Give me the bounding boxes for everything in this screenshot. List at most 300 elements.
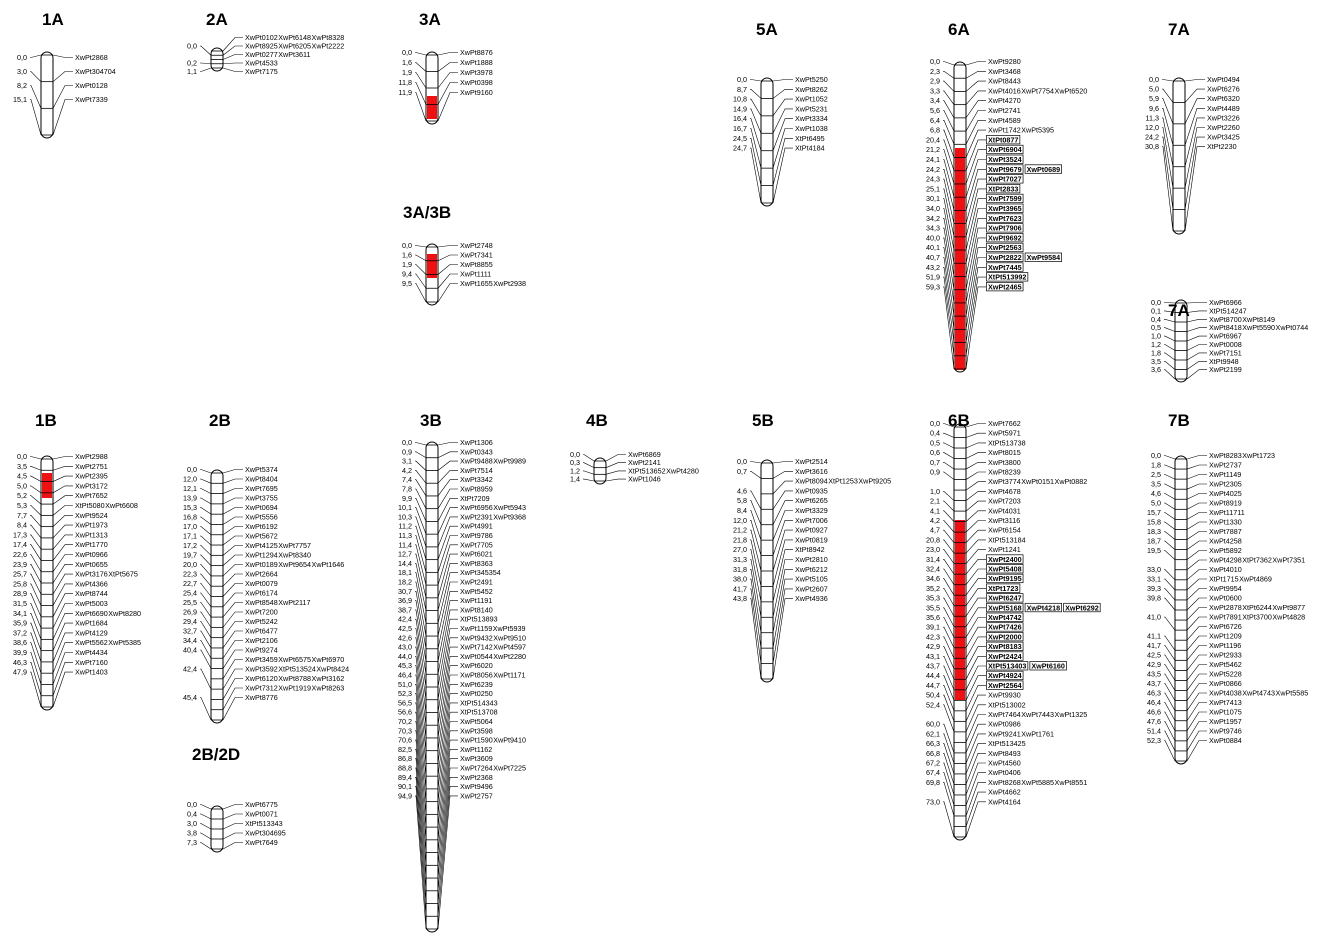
- chromosome-3a: [399, 10, 493, 124]
- position-connector: [750, 462, 761, 464]
- marker-position: 28,9: [13, 589, 27, 599]
- position-connector: [750, 589, 761, 664]
- marker-name: XwPt9205: [858, 476, 892, 486]
- marker-position: 4,1: [930, 506, 940, 516]
- marker-position: 18,3: [1147, 527, 1161, 536]
- marker-position: 39,3: [1147, 584, 1161, 593]
- marker-connector: [966, 120, 986, 144]
- marker-position: 5,0: [1149, 84, 1159, 94]
- marker-name: XwPt1171: [493, 670, 526, 680]
- marker-name: XwPt345354: [460, 568, 501, 578]
- marker-position: 66,3: [926, 739, 940, 749]
- marker-connector: [1187, 646, 1207, 661]
- marker-name: XwPt6020: [460, 661, 493, 671]
- marker-name: XwPt5971: [988, 428, 1021, 438]
- marker-position: 52,3: [1147, 736, 1161, 745]
- marker-position: 1,9: [402, 68, 412, 77]
- marker: [926, 797, 1021, 837]
- marker: [17, 53, 108, 62]
- marker-name: XwPt2424: [988, 651, 1022, 661]
- marker-connector: [53, 476, 73, 481]
- marker-position: 0,7: [930, 457, 940, 467]
- marker-connector: [223, 833, 243, 839]
- position-connector: [200, 63, 211, 64]
- marker-connector: [1187, 319, 1207, 322]
- chromosome-bar: [761, 78, 773, 206]
- marker-position: 34,2: [926, 213, 940, 223]
- marker-connector: [223, 612, 243, 627]
- marker-connector: [966, 453, 986, 459]
- marker-connector: [966, 433, 986, 437]
- marker-name: XwPt1162: [460, 744, 493, 754]
- marker-position: 19,5: [1147, 546, 1161, 555]
- marker-position: 24,1: [926, 155, 940, 164]
- marker-name: XwPt2368: [460, 772, 493, 782]
- marker-position: 0,1: [1151, 306, 1161, 316]
- marker-connector: [773, 589, 793, 664]
- marker-name: XwPt304704: [75, 67, 116, 76]
- marker: [187, 819, 283, 829]
- position-connector: [415, 480, 426, 496]
- position-connector: [943, 443, 954, 448]
- chromosome-7b: [1147, 411, 1308, 764]
- marker-connector: [773, 89, 793, 98]
- marker-name: XwPt1761: [1021, 729, 1055, 739]
- position-connector: [943, 802, 954, 837]
- marker-position: 24,5: [733, 133, 747, 143]
- marker-name: XwPt6477: [245, 626, 278, 636]
- marker-name: XwPt6021: [460, 549, 493, 559]
- marker-name: XwPt7599: [988, 194, 1022, 204]
- chromosome-title: 7A: [1168, 301, 1190, 320]
- position-connector: [943, 540, 954, 553]
- marker-name: XwPt9786: [460, 531, 493, 540]
- marker-name: XwPt6726: [1209, 622, 1242, 631]
- marker: [737, 75, 828, 84]
- marker-connector: [1187, 570, 1207, 580]
- marker-name: XwPt5385: [108, 638, 142, 648]
- marker-name: XwPt6292: [1065, 603, 1099, 613]
- marker-connector: [223, 38, 243, 52]
- marker-connector: [773, 530, 793, 571]
- position-connector: [200, 593, 211, 607]
- marker-position: 8,4: [737, 506, 747, 515]
- marker-position: 42,4: [398, 614, 412, 624]
- marker-name: XwPt8280: [108, 608, 142, 618]
- marker: [1149, 75, 1240, 84]
- marker-connector: [223, 698, 243, 721]
- marker-position: 42,4: [183, 664, 197, 674]
- marker-position: 0,9: [402, 447, 412, 457]
- marker-name: XwPt4010: [1209, 565, 1242, 574]
- marker-name: XwPt2395: [75, 471, 108, 481]
- marker-name: XwPt2741: [988, 106, 1021, 115]
- position-connector: [30, 55, 41, 58]
- position-connector: [943, 588, 954, 605]
- position-connector: [1164, 503, 1175, 509]
- marker-connector: [1185, 89, 1205, 102]
- chromosome-title: 2B/2D: [192, 745, 241, 764]
- position-connector: [30, 633, 41, 662]
- marker-name: XwPt3162: [311, 674, 345, 683]
- marker-position: 51,9: [926, 272, 940, 282]
- position-connector: [750, 520, 761, 555]
- marker-position: 42,9: [1147, 660, 1161, 669]
- position-connector: [1164, 353, 1175, 360]
- marker-name: XwPt0277: [245, 50, 278, 59]
- marker-name: XwPt6212: [795, 564, 828, 574]
- marker-name: XwPt7027: [988, 174, 1022, 184]
- marker-name: XwPt9930: [988, 690, 1021, 700]
- marker-position: 31,8: [733, 564, 747, 574]
- position-connector: [200, 833, 211, 839]
- marker-connector: [966, 685, 986, 710]
- marker-connector: [223, 508, 243, 515]
- marker-position: 0,0: [402, 48, 412, 57]
- position-connector: [1164, 494, 1175, 500]
- position-connector: [750, 99, 761, 116]
- marker-name: XwPt304695: [245, 828, 286, 838]
- marker-name: XwPt9368: [493, 512, 527, 522]
- marker-name: XtPt513738: [988, 438, 1026, 448]
- marker-name: XwPt9692: [988, 233, 1022, 243]
- marker-name: XwPt5395: [1021, 125, 1055, 135]
- marker-position: 52,3: [398, 689, 412, 699]
- marker-name: XwPt0986: [988, 719, 1021, 729]
- marker-position: 42,6: [398, 633, 412, 643]
- marker-name: XwPt5885: [1021, 777, 1055, 787]
- marker-name: XwPt9496: [460, 782, 493, 792]
- marker-name: XwPt9432: [460, 633, 493, 643]
- marker-connector: [223, 843, 243, 850]
- marker-position: 39,1: [926, 622, 940, 632]
- marker-name: XwPt3425: [1207, 132, 1240, 142]
- chromosome-6b: [926, 411, 1100, 840]
- position-connector: [1164, 665, 1175, 681]
- marker-name: XwPt8283: [1209, 451, 1242, 460]
- qtl-region: [427, 96, 437, 119]
- marker-position: 10,1: [398, 503, 412, 513]
- marker-position: 38,0: [733, 574, 747, 584]
- position-connector: [943, 453, 954, 459]
- marker-position: 11,9: [398, 88, 412, 97]
- marker-position: 0,4: [187, 809, 197, 819]
- marker-position: 1,2: [1151, 340, 1161, 349]
- marker-name: XwPt4366: [75, 579, 108, 589]
- marker-connector: [1187, 475, 1207, 480]
- marker: [187, 465, 278, 474]
- position-connector: [1164, 551, 1175, 560]
- marker-connector: [53, 604, 73, 629]
- marker-name: XwPt8744: [75, 589, 108, 599]
- marker-name: XwPt6690: [75, 608, 108, 618]
- marker-name: XwPt0966: [75, 550, 108, 559]
- chromosome-7a-2: [1151, 298, 1308, 382]
- position-connector: [1164, 722, 1175, 741]
- marker-connector: [53, 584, 73, 606]
- position-connector: [30, 72, 41, 82]
- marker-name: XwPt4125: [245, 541, 278, 550]
- marker-connector: [438, 508, 458, 535]
- position-connector: [1164, 345, 1175, 351]
- marker-connector: [966, 248, 986, 316]
- marker-name: XwPt4298: [1209, 555, 1242, 565]
- marker-position: 3,6: [1151, 365, 1161, 375]
- marker-position: 10,8: [733, 94, 747, 104]
- marker-name: XwPt0655: [75, 559, 108, 569]
- marker-name: XwPt7151: [1209, 348, 1242, 358]
- marker-name: XwPt0398: [460, 78, 493, 87]
- marker-name: XwPt5105: [795, 574, 828, 584]
- marker-name: XwPt7413: [1209, 698, 1242, 707]
- marker-connector: [1187, 465, 1207, 469]
- marker-name: XwPt7514: [460, 465, 493, 475]
- position-connector: [943, 433, 954, 437]
- marker-connector: [438, 53, 458, 56]
- marker-position: 14,9: [733, 104, 747, 114]
- marker-connector: [438, 480, 458, 496]
- marker-name: XwPt0544: [460, 651, 493, 661]
- marker-name: XwPt6904: [988, 145, 1022, 155]
- chromosome-title: 3A: [419, 10, 441, 29]
- position-connector: [1164, 484, 1175, 489]
- marker-position: 1,9: [402, 260, 412, 269]
- marker-connector: [1187, 456, 1207, 460]
- marker-name: XwPt3598: [460, 726, 493, 736]
- marker-position: 1,0: [1151, 331, 1161, 341]
- marker-name: XwPt2491: [460, 577, 493, 587]
- marker-name: XwPt7652: [75, 491, 108, 501]
- marker-name: XwPt7200: [245, 607, 278, 617]
- marker-connector: [1187, 551, 1207, 560]
- marker: [13, 95, 108, 135]
- marker-name: XwPt1075: [1209, 707, 1242, 717]
- marker-connector: [53, 525, 73, 538]
- marker-name: XtPt9948: [1209, 356, 1239, 366]
- marker-position: 17,0: [183, 522, 197, 531]
- marker-name: XtPt513893: [460, 614, 498, 624]
- marker-name: XwPt1957: [1209, 717, 1242, 726]
- marker-name: XwPt8015: [988, 448, 1021, 458]
- marker: [17, 462, 108, 471]
- marker-name: XwPt3755: [245, 493, 278, 503]
- marker-connector: [1187, 353, 1207, 360]
- marker-connector: [1185, 99, 1205, 124]
- marker-position: 12,1: [183, 484, 197, 493]
- marker-position: 20,8: [926, 535, 940, 545]
- marker-name: XwPt4434: [75, 648, 108, 657]
- marker-name: XwPt3800: [988, 457, 1021, 467]
- marker-position: 4,7: [930, 525, 940, 535]
- marker-position: 5,0: [17, 481, 27, 491]
- marker-connector: [438, 470, 458, 483]
- position-connector: [200, 517, 211, 524]
- marker-position: 4,2: [402, 465, 412, 475]
- marker-name: XwPt2199: [1209, 365, 1242, 375]
- marker-connector: [223, 498, 243, 504]
- marker-name: XwPt8551: [1054, 777, 1088, 787]
- marker: [930, 429, 1021, 438]
- marker-connector: [1187, 617, 1207, 630]
- position-connector: [750, 148, 761, 203]
- marker-name: XwPt1241: [988, 545, 1021, 555]
- marker-position: 46,6: [1147, 707, 1161, 717]
- marker-name: XwPt4597: [493, 642, 527, 652]
- marker-position: 40,0: [926, 233, 940, 243]
- marker-connector: [966, 160, 986, 198]
- position-connector: [415, 246, 426, 248]
- marker-position: 8,7: [737, 84, 747, 94]
- marker-name: XwPt3609: [460, 754, 493, 764]
- marker-name: XwPt8788: [278, 674, 312, 683]
- marker-position: 1,6: [402, 250, 412, 260]
- marker-name: XwPt6239: [460, 679, 493, 689]
- chromosome-1a: [13, 10, 116, 138]
- marker-position: 0,2: [187, 58, 197, 68]
- marker-connector: [773, 599, 793, 679]
- marker: [183, 475, 278, 484]
- marker-name: XwPt0689: [1026, 164, 1061, 174]
- marker-position: 22,6: [13, 550, 27, 559]
- position-connector: [1164, 465, 1175, 469]
- position-connector: [30, 574, 41, 594]
- marker-position: 46,4: [1147, 698, 1161, 707]
- marker-name: XwPt8340: [278, 550, 312, 560]
- marker-name: XtPt1253: [828, 476, 858, 486]
- marker-name: XwPt4828: [1272, 612, 1306, 622]
- marker-name: XwPt2222: [311, 41, 345, 51]
- marker-position: 2,9: [930, 76, 940, 86]
- marker-position: 7,8: [402, 484, 412, 494]
- marker-name: XwPt1723: [1242, 451, 1276, 460]
- marker: [17, 67, 116, 82]
- marker-name: XwPt1590: [460, 735, 493, 745]
- marker-name: XwPt1973: [75, 520, 108, 530]
- marker-name: XwPt4025: [1209, 489, 1242, 498]
- position-connector: [1164, 579, 1175, 590]
- marker-position: 24,2: [1145, 132, 1159, 142]
- marker-position: 18,2: [398, 577, 412, 587]
- marker-connector: [438, 265, 458, 275]
- marker-position: 10,3: [398, 512, 412, 522]
- marker-position: 67,2: [926, 758, 940, 768]
- marker-name: XwPt8239: [988, 467, 1021, 477]
- marker-connector: [438, 526, 458, 559]
- position-connector: [1164, 684, 1175, 701]
- marker: [930, 438, 1026, 448]
- chromosome-title: 7B: [1168, 411, 1190, 430]
- marker-connector: [966, 62, 986, 66]
- position-connector: [943, 521, 954, 533]
- marker-position: 47,6: [1147, 717, 1161, 726]
- marker-name: XwPt6160: [1031, 661, 1065, 671]
- marker-connector: [223, 574, 243, 586]
- marker-name: XwPt1684: [75, 618, 108, 628]
- marker-connector: [773, 471, 793, 478]
- marker-name: XwPt9410: [493, 735, 527, 745]
- marker-name: XwPt1191: [460, 596, 493, 606]
- marker-connector: [1187, 336, 1207, 341]
- marker-name: XwPt8056: [460, 670, 493, 680]
- marker-connector: [53, 623, 73, 651]
- marker-name: XwPt3468: [988, 66, 1021, 76]
- marker-name: XtPt2230: [1207, 142, 1237, 152]
- marker-position: 0,4: [1151, 314, 1161, 324]
- marker-name: XtPt513992: [988, 272, 1027, 282]
- marker-name: XtPt513708: [460, 707, 498, 717]
- marker-position: 40,1: [926, 243, 940, 253]
- marker-connector: [53, 100, 73, 136]
- marker-position: 66,8: [926, 748, 940, 758]
- marker-name: XwPt0128: [75, 81, 108, 90]
- chromosome-title: 1A: [42, 10, 64, 29]
- marker-position: 31,3: [733, 555, 747, 564]
- position-connector: [415, 274, 426, 288]
- marker-connector: [438, 255, 458, 261]
- marker: [399, 88, 493, 121]
- marker-name: XwPt5562: [75, 638, 108, 648]
- marker-name: XwPt3611: [278, 50, 311, 59]
- marker-position: 0,0: [570, 450, 580, 459]
- marker-position: 0,0: [402, 438, 412, 447]
- position-connector: [30, 457, 41, 460]
- marker-position: 0,0: [17, 452, 27, 461]
- chromosome-title: 3A/3B: [403, 203, 452, 222]
- marker-position: 16,8: [183, 512, 197, 522]
- chromosome-1b: [13, 411, 141, 710]
- marker-position: 45,3: [398, 661, 412, 671]
- marker-name: XwPt2607: [795, 584, 828, 594]
- marker-position: 70,6: [398, 735, 412, 745]
- marker-name: XwPt8404: [245, 474, 278, 484]
- marker-name: XwPt4031: [988, 506, 1021, 516]
- marker-name: XwPt1046: [628, 474, 661, 484]
- qtl-region: [955, 520, 965, 700]
- position-connector: [200, 565, 211, 576]
- marker-position: 25,4: [183, 588, 197, 598]
- marker-connector: [966, 511, 986, 522]
- marker-position: 21,8: [733, 535, 747, 545]
- marker-name: XtPt1723: [988, 583, 1019, 593]
- marker-name: XwPt7649: [245, 838, 278, 847]
- marker-connector: [53, 506, 73, 516]
- marker-position: 11,3: [398, 531, 412, 540]
- marker-position: 43,5: [1147, 669, 1161, 679]
- marker-name: XwPt1196: [1209, 641, 1242, 650]
- marker-name: XwPt0250: [460, 689, 493, 699]
- position-connector: [1164, 703, 1175, 721]
- marker-name: XwPt8424: [316, 664, 350, 674]
- position-connector: [415, 73, 426, 89]
- marker-name: XwPt2933: [1209, 650, 1242, 660]
- chromosome-title: 7A: [1168, 20, 1190, 39]
- marker-position: 20,4: [926, 135, 940, 145]
- marker-position: 60,0: [926, 719, 940, 729]
- marker-name: XtPt8942: [795, 545, 825, 555]
- marker-connector: [773, 148, 793, 203]
- marker-name: XwPt7754: [1021, 86, 1055, 96]
- marker-name: XwPt2400: [988, 554, 1022, 564]
- position-connector: [1164, 674, 1175, 691]
- marker-name: XwPt4270: [988, 96, 1021, 106]
- marker-position: 41,0: [1147, 612, 1161, 622]
- marker-connector: [53, 672, 73, 707]
- marker-position: 0,0: [187, 465, 197, 474]
- position-connector: [943, 501, 954, 511]
- marker-name: XwPt1294: [245, 550, 278, 560]
- marker-name: XwPt3226: [1207, 113, 1240, 123]
- chromosome-bar: [41, 52, 53, 138]
